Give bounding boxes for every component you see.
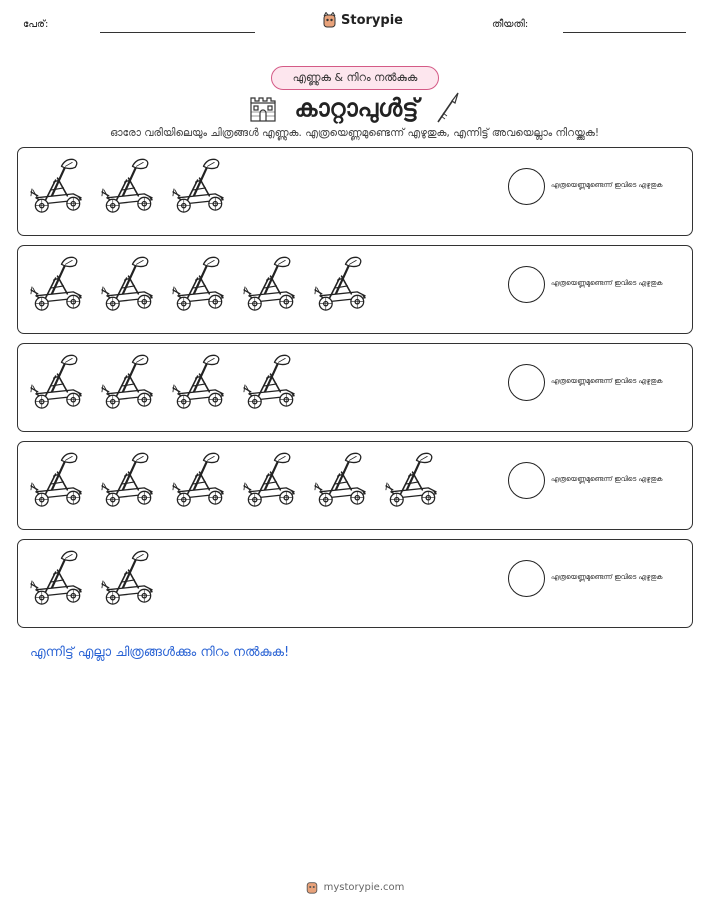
catapult-icon[interactable] xyxy=(241,254,302,314)
castle-icon xyxy=(248,94,278,122)
catapult-icon[interactable] xyxy=(99,156,160,216)
catapult-icon[interactable] xyxy=(28,548,89,608)
catapult-icon[interactable] xyxy=(28,352,89,412)
date-field[interactable] xyxy=(563,32,686,33)
catapult-icon[interactable] xyxy=(312,254,373,314)
picture-group xyxy=(28,450,444,510)
answer-prompt: എത്രയെണ്ണമുണ്ടെന്ന് ഇവിടെ എഴുതുക xyxy=(551,475,663,483)
answer-prompt: എത്രയെണ്ണമുണ്ടെന്ന് ഇവിടെ എഴുതുക xyxy=(551,181,663,189)
catapult-icon[interactable] xyxy=(28,156,89,216)
picture-group xyxy=(28,352,302,412)
catapult-icon[interactable] xyxy=(170,352,231,412)
catapult-icon[interactable] xyxy=(28,254,89,314)
catapult-icon[interactable] xyxy=(241,450,302,510)
storypie-mascot-icon xyxy=(305,880,319,894)
brand-logo xyxy=(322,12,403,28)
catapult-icon[interactable] xyxy=(170,450,231,510)
catapult-icon[interactable] xyxy=(28,450,89,510)
date-label: തീയതി: xyxy=(492,19,529,30)
picture-group xyxy=(28,156,231,216)
counting-rows xyxy=(17,147,693,637)
activity-badge: എണ്ണുക & നിറം നൽകുക xyxy=(271,66,439,90)
picture-group xyxy=(28,254,373,314)
answer-circle[interactable] xyxy=(508,266,545,303)
catapult-icon[interactable] xyxy=(383,450,444,510)
site-footer xyxy=(0,880,709,894)
catapult-icon[interactable] xyxy=(241,352,302,412)
counting-row xyxy=(17,245,693,334)
name-label: പേര്: xyxy=(23,19,49,30)
catapult-icon[interactable] xyxy=(99,548,160,608)
closing-instruction: എന്നിട്ട് എല്ലാ ചിത്രങ്ങൾക്കും നിറം നൽകുക! xyxy=(30,645,290,660)
catapult-icon[interactable] xyxy=(170,254,231,314)
answer-prompt: എത്രയെണ്ണമുണ്ടെന്ന് ഇവിടെ എഴുതുക xyxy=(551,377,663,385)
spear-icon xyxy=(435,92,461,124)
answer-circle[interactable] xyxy=(508,364,545,401)
catapult-icon[interactable] xyxy=(312,450,373,510)
answer-prompt: എത്രയെണ്ണമുണ്ടെന്ന് ഇവിടെ എഴുതുക xyxy=(551,573,663,581)
instructions: ഓരോ വരിയിലെയും ചിത്രങ്ങൾ എണ്ണുക. എത്രയെണ്ണമുണ്ടെന്ന് എഴുതുക, എന്നിട്ട് അവയെല്ലാം നിറയ്ക്കുക! xyxy=(109,127,600,139)
storypie-mascot-icon xyxy=(322,12,337,28)
answer-prompt: എത്രയെണ്ണമുണ്ടെന്ന് ഇവിടെ എഴുതുക xyxy=(551,279,663,287)
counting-row xyxy=(17,343,693,432)
counting-row xyxy=(17,539,693,628)
site-url: mystorypie.com xyxy=(323,881,405,893)
worksheet-title: കാറ്റാപുൾട്ട് xyxy=(294,94,419,122)
catapult-icon[interactable] xyxy=(99,352,160,412)
answer-circle[interactable] xyxy=(508,168,545,205)
picture-group xyxy=(28,548,160,608)
catapult-icon[interactable] xyxy=(99,254,160,314)
counting-row xyxy=(17,441,693,530)
answer-circle[interactable] xyxy=(508,462,545,499)
counting-row xyxy=(17,147,693,236)
title-row xyxy=(0,90,709,126)
catapult-icon[interactable] xyxy=(170,156,231,216)
name-field[interactable] xyxy=(100,32,255,33)
brand-name: Storypie xyxy=(341,12,403,28)
answer-circle[interactable] xyxy=(508,560,545,597)
catapult-icon[interactable] xyxy=(99,450,160,510)
